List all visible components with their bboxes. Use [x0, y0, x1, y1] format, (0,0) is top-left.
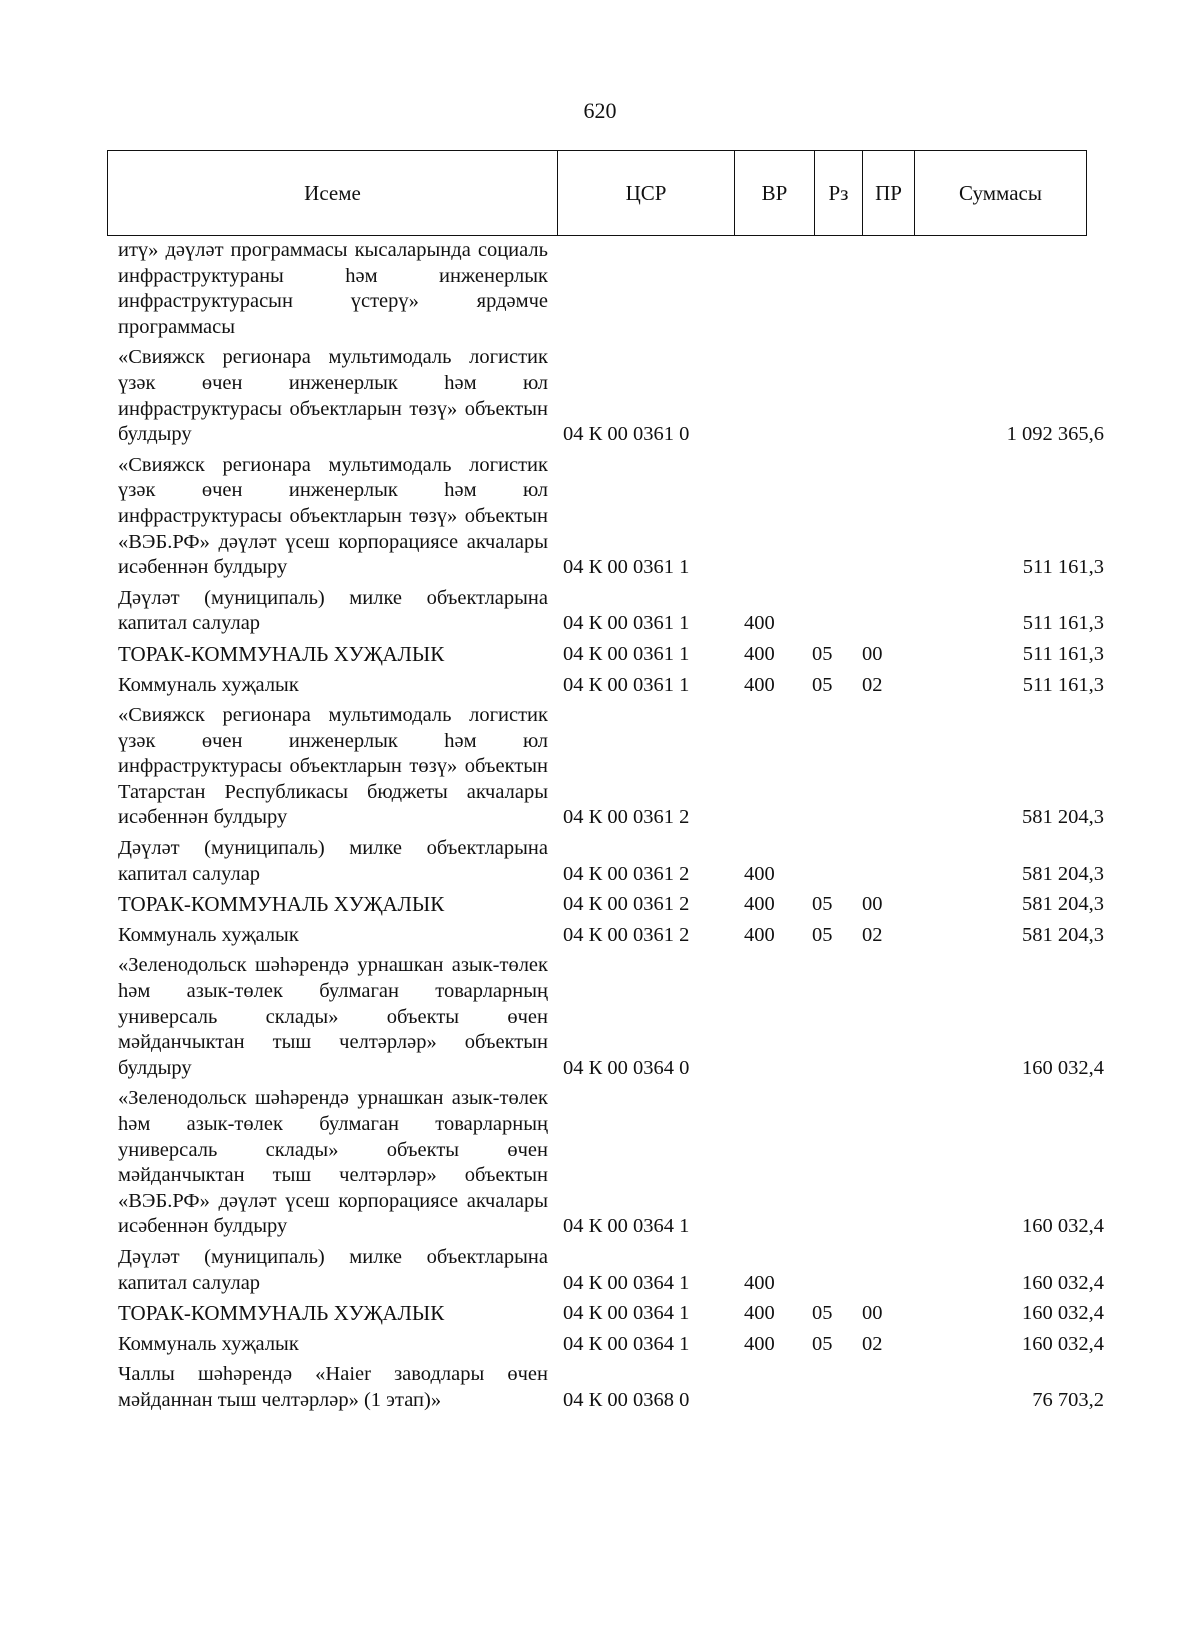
row-name: Дәүләт (муниципаль) милке объектларына капитал салулар: [118, 1245, 548, 1294]
row-csr: 04 К 00 0361 0: [563, 423, 690, 446]
table-row: [118, 1362, 1104, 1413]
table-row: [118, 453, 1104, 581]
row-rz: 05: [812, 642, 833, 665]
row-name: «Свияжск регионара мультимодаль логистик үзәк өчен инженерлык һәм юл инфраструктурасы объектларын төзү» объектын Татарстан Республикасы бюджеты акчалары исәбеннән булдыру: [118, 704, 548, 829]
row-sum: 511 161,3: [1022, 673, 1104, 696]
row-csr: 04 К 00 0364 0: [563, 1056, 690, 1079]
row-csr: 04 К 00 0368 0: [563, 1388, 690, 1411]
row-sum: 581 204,3: [1022, 862, 1104, 885]
table-row: [118, 892, 1104, 918]
row-csr: 04 К 00 0361 2: [563, 923, 690, 946]
row-vr: 400: [744, 923, 775, 946]
row-csr: 04 К 00 0361 1: [563, 642, 690, 665]
table-row: [118, 673, 1104, 699]
row-vr: 400: [744, 893, 775, 916]
table-row: [118, 1245, 1104, 1296]
header-pr: ПР: [863, 151, 915, 235]
row-rz: 05: [812, 923, 833, 946]
row-name: «Зеленодольск шәһәрендә урнашкан азык-төлек һәм азык-төлек булмаган товарларның универсаль склады» объекты өчен мәйданчыктан тыш челтәрләр» объектын «ВЭБ.РФ» дәүләт үсеш корпорациясе акчалары исәбеннән булдыру: [118, 1087, 548, 1238]
row-sum: 160 032,4: [1022, 1215, 1104, 1238]
row-rz: 05: [812, 1302, 833, 1325]
row-pr: 02: [862, 673, 883, 696]
header-sum: Суммасы: [959, 180, 1042, 205]
row-csr: 04 К 00 0364 1: [563, 1215, 690, 1238]
row-csr: 04 К 00 0361 2: [563, 893, 690, 916]
table-row: [118, 1301, 1104, 1327]
row-sum: 581 204,3: [1022, 893, 1104, 916]
row-sum: 581 204,3: [1022, 806, 1104, 829]
row-name: «Свияжск регионара мультимодаль логистик үзәк өчен инженерлык һәм юл инфраструктурасы объектларын төзү» объектын «ВЭБ.РФ» дәүләт үсеш корпорациясе акчалары исәбеннән булдыру: [118, 453, 548, 579]
row-sum: 581 204,3: [1022, 923, 1104, 946]
row-sum: 160 032,4: [1022, 1302, 1104, 1325]
table-row: [118, 238, 1104, 340]
table-row: [118, 586, 1104, 637]
row-pr: 00: [862, 1302, 883, 1325]
table-row: [118, 953, 1104, 1081]
row-vr: 400: [744, 612, 775, 635]
header-vr: ВР: [735, 151, 815, 235]
row-vr: 400: [744, 673, 775, 696]
row-name: Коммуналь хуҗалык: [118, 673, 299, 696]
row-csr: 04 К 00 0361 1: [563, 612, 690, 635]
row-sum: 160 032,4: [1022, 1056, 1104, 1079]
row-sum: 160 032,4: [1022, 1332, 1104, 1355]
row-name: ТОРАК-КОММУНАЛЬ ХУҖАЛЫК: [118, 892, 445, 917]
row-name: Коммуналь хуҗалык: [118, 923, 299, 946]
row-sum: 1 092 365,6: [1006, 423, 1104, 446]
row-vr: 400: [744, 642, 775, 665]
row-name: итү» дәүләт программасы кысаларында социаль инфраструктураны һәм инженерлык инфраструктурасын үстерү» ярдәмче программасы: [118, 239, 548, 338]
row-pr: 00: [862, 642, 883, 665]
table-row: [118, 1332, 1104, 1358]
row-name: ТОРАК-КОММУНАЛЬ ХУҖАЛЫК: [118, 1301, 445, 1326]
row-sum: 511 161,3: [1022, 556, 1104, 579]
row-sum: 511 161,3: [1022, 612, 1104, 635]
table-row: [118, 923, 1104, 949]
page-number: 620: [583, 98, 617, 123]
table-row: [118, 1086, 1104, 1240]
row-csr: 04 К 00 0361 2: [563, 862, 690, 885]
row-name: «Свияжск регионара мультимодаль логистик үзәк өчен инженерлык һәм юл инфраструктурасы объектларын төзү» объектын булдыру: [118, 346, 548, 446]
header-name: Исеме: [108, 151, 558, 235]
header-csr: ЦСР: [558, 151, 735, 235]
row-csr: 04 К 00 0364 1: [563, 1332, 690, 1355]
row-name: Чаллы шәһәрендә «Haier заводлары өчен мәйданнан тыш челтәрләр» (1 этап)»: [118, 1363, 548, 1411]
table-header: [107, 150, 1087, 236]
row-csr: 04 К 00 0361 1: [563, 556, 690, 579]
row-rz: 05: [812, 673, 833, 696]
row-name: Коммуналь хуҗалык: [118, 1332, 299, 1355]
row-sum: 76 703,2: [1032, 1388, 1104, 1411]
row-csr: 04 К 00 0364 1: [563, 1271, 690, 1294]
table-body: [118, 238, 1104, 1419]
header-rz: Рз: [815, 151, 863, 235]
row-pr: 02: [862, 923, 883, 946]
row-vr: 400: [744, 1302, 775, 1325]
row-vr: 400: [744, 1271, 775, 1294]
row-csr: 04 К 00 0364 1: [563, 1302, 690, 1325]
row-name: Дәүләт (муниципаль) милке объектларына капитал салулар: [118, 837, 548, 885]
row-csr: 04 К 00 0361 2: [563, 806, 690, 829]
row-sum: 511 161,3: [1022, 642, 1104, 665]
row-rz: 05: [812, 893, 833, 916]
row-name: Дәүләт (муниципаль) милке объектларына капитал салулар: [118, 586, 548, 635]
row-vr: 400: [744, 862, 775, 885]
row-name: «Зеленодольск шәһәрендә урнашкан азык-төлек һәм азык-төлек булмаган товарларның универсаль склады» объекты өчен мәйданчыктан тыш челтәрләр» объектын булдыру: [118, 954, 548, 1079]
table-row: [118, 703, 1104, 831]
row-pr: 02: [862, 1332, 883, 1355]
table-row: [118, 345, 1104, 447]
row-sum: 160 032,4: [1022, 1271, 1104, 1294]
row-pr: 00: [862, 893, 883, 916]
row-rz: 05: [812, 1332, 833, 1355]
table-row: [118, 836, 1104, 887]
row-vr: 400: [744, 1332, 775, 1355]
table-row: [118, 642, 1104, 668]
row-csr: 04 К 00 0361 1: [563, 673, 690, 696]
row-name: ТОРАК-КОММУНАЛЬ ХУҖАЛЫК: [118, 641, 445, 666]
